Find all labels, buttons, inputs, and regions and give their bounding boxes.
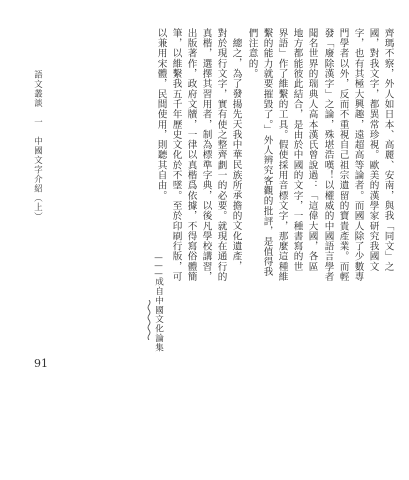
text-column: 對於現行文字，實有使之整齊劃一的必要。就現在通行的: [215, 28, 227, 282]
source-attribution: [154, 253, 163, 352]
text-column: 門學者以外，反而不重視自己祖宗遺留的寶貴產業。而輕: [337, 28, 349, 282]
text-column: 以兼用宋體，民間使用，則聽其自由。: [155, 28, 167, 201]
text-column: 發「廢除漢字」之論，殊堪浩嘆！以權威的中國語言學者: [322, 28, 334, 282]
running-head: 語文叢談 一 中國文字介紹（上）: [33, 70, 44, 222]
text-column: 出版著作，政府文牘，一律以真楷爲依據，不得寫俗體簡: [185, 28, 197, 282]
text-column: 筆，以維繫我五千年歷史文化於不墜。至於印刷行版，可: [170, 28, 182, 282]
text-column: 字，也有其極大興趣，遠超高等論者。而國人除了少數專: [352, 28, 364, 282]
attribution-text: 成自中國文化論集: [153, 277, 164, 353]
text-column: 齊瑪不察，外人如日本、高麗、安南，與我「同文」之: [382, 28, 394, 272]
text-column: 聞名世界的瑞典人高本漢氏曾說過：「這偉大國，各區: [306, 28, 318, 272]
text-column: 界語」作了維繫的工具。假使採用音標文字，那麼這種維: [276, 28, 288, 282]
text-column: 真楷，選擇其習用者，制為標準字典，以後凡學校講習，: [200, 28, 212, 282]
attribution-dash: ———: [153, 253, 164, 277]
text-column: 們注意的。: [246, 28, 258, 79]
text-column: 國，對我文字，都異常珍視。歐美的漢學家研究我國文: [367, 28, 379, 272]
text-column: 地方都能彼此結合，是由於中國的文字，一種書寫的世: [291, 28, 303, 272]
paragraph-start-column: 總之，為了發揚先天我中華民族所承擔的文化遺產，: [230, 38, 242, 272]
page-number: 91: [34, 357, 48, 370]
wavy-underline: [146, 300, 152, 340]
text-column: 繫的能力就要摧毀了。」外人辨究客觀的批評，是值得我: [261, 28, 273, 277]
